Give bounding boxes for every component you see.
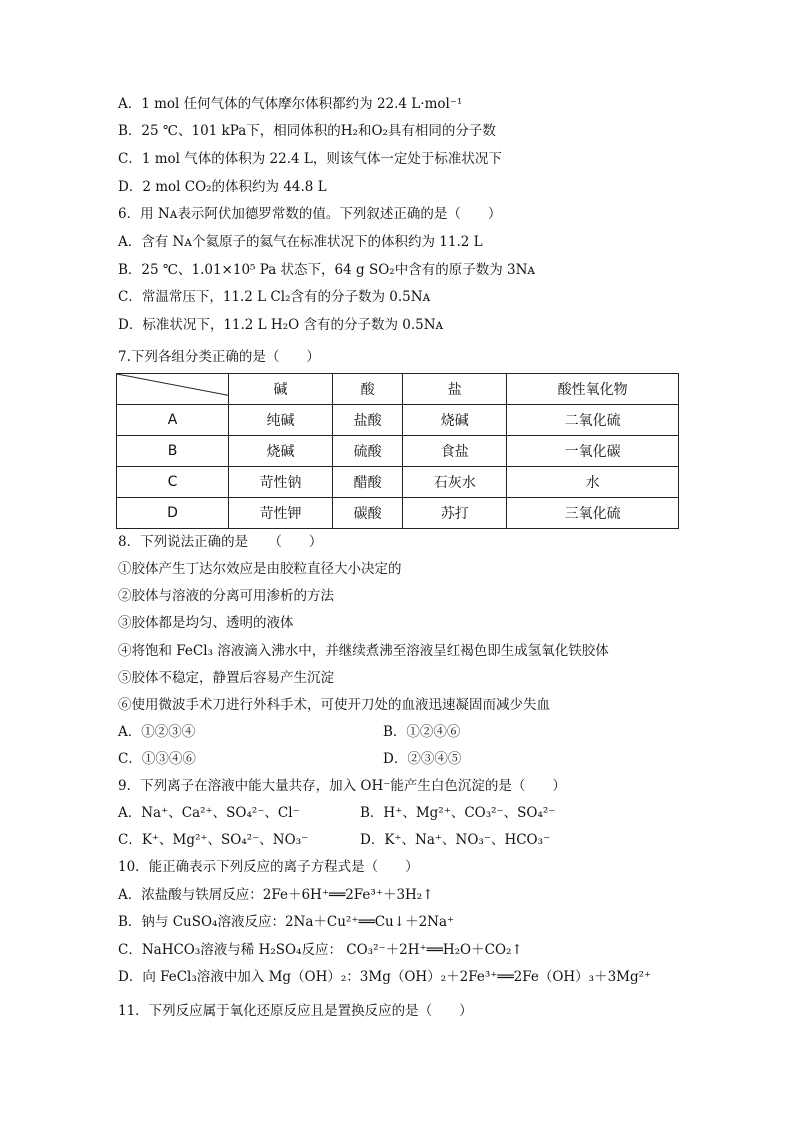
table-cell: 石灰水 — [403, 467, 507, 498]
q8-option-b: B．①②④⑥ — [383, 724, 461, 740]
q5-option-c: C．1 mol 气体的体积为 22.4 L，则该气体一定处于标准状况下 — [118, 151, 502, 167]
q6-stem: 6．用 Nᴀ表示阿伏加德罗常数的值。下列叙述正确的是（ ） — [118, 206, 502, 222]
header-base: 碱 — [229, 374, 333, 405]
row-label: C — [117, 467, 229, 498]
q8-statement-6: ⑥使用微波手术刀进行外科手术，可使开刀处的血液迅速凝固而减少失血 — [118, 697, 550, 713]
table-cell: 醋酸 — [333, 467, 403, 498]
q8-option-c: C．①③④⑥ — [118, 751, 196, 767]
table-cell: 二氧化硫 — [507, 405, 679, 436]
q8-stem: 8．下列说法正确的是 （ ） — [118, 534, 323, 550]
row-label: B — [117, 436, 229, 467]
q10-option-a: A．浓盐酸与铁屑反应：2Fe＋6H⁺══2Fe³⁺＋3H₂↑ — [118, 887, 434, 903]
q8-option-d: D．②③④⑤ — [383, 751, 462, 767]
q10-option-d: D．向 FeCl₃溶液中加入 Mg（OH）₂：3Mg（OH）₂＋2Fe³⁺══2Fe（OH）₃＋3Mg²⁺ — [118, 969, 652, 985]
diagonal-header-cell — [117, 374, 229, 405]
q6-option-c: C．常温常压下，11.2 L Cl₂含有的分子数为 0.5Nᴀ — [118, 289, 431, 305]
q8-statement-1: ①胶体产生丁达尔效应是由胶粒直径大小决定的 — [118, 561, 402, 577]
q11-stem: 11．下列反应属于氧化还原反应且是置换反应的是（ ） — [118, 1003, 473, 1019]
table-row — [117, 436, 679, 467]
q9-option-d: D．K⁺、Na⁺、NO₃⁻、HCO₃⁻ — [360, 832, 551, 848]
q6-option-d: D．标准状况下，11.2 L H₂O 含有的分子数为 0.5Nᴀ — [118, 317, 444, 333]
q6-option-b: B．25 ℃、1.01×10⁵ Pa 状态下，64 g SO₂中含有的原子数为 3Nᴀ — [118, 262, 536, 278]
table-cell: 三氧化硫 — [507, 498, 679, 529]
header-salt: 盐 — [403, 374, 507, 405]
table-cell: 水 — [507, 467, 679, 498]
table-cell: 食盐 — [403, 436, 507, 467]
row-label: A — [117, 405, 229, 436]
q9-option-a: A．Na⁺、Ca²⁺、SO₄²⁻、Cl⁻ — [118, 805, 300, 821]
table-row — [117, 467, 679, 498]
table-cell: 硫酸 — [333, 436, 403, 467]
table-cell: 苏打 — [403, 498, 507, 529]
q8-statement-4: ④将饱和 FeCl₃ 溶液滴入沸水中，并继续煮沸至溶液呈红褐色即生成氢氧化铁胶体 — [118, 643, 609, 659]
row-label: D — [117, 498, 229, 529]
table-cell: 碳酸 — [333, 498, 403, 529]
q5-option-a: A．1 mol 任何气体的气体摩尔体积都约为 22.4 L·mol⁻¹ — [118, 96, 463, 112]
table-header-row — [117, 374, 679, 405]
q9-option-c: C．K⁺、Mg²⁺、SO₄²⁻、NO₃⁻ — [118, 832, 309, 848]
table-cell: 烧碱 — [403, 405, 507, 436]
q10-option-b: B．钠与 CuSO₄溶液反应：2Na＋Cu²⁺══Cu↓＋2Na⁺ — [118, 914, 455, 930]
table-row — [117, 405, 679, 436]
header-acid: 酸 — [333, 374, 403, 405]
table-cell: 烧碱 — [229, 436, 333, 467]
table-row — [117, 498, 679, 529]
classification-table — [116, 373, 679, 529]
q5-option-b: B．25 ℃、101 kPa下，相同体积的H₂和O₂具有相同的分子数 — [118, 123, 496, 139]
q8-statement-2: ②胶体与溶液的分离可用渗析的方法 — [118, 588, 334, 604]
q8-statement-3: ③胶体都是均匀、透明的液体 — [118, 615, 294, 631]
table-cell: 苛性钾 — [229, 498, 333, 529]
table-cell: 一氧化碳 — [507, 436, 679, 467]
header-acidic-oxide: 酸性氧化物 — [507, 374, 679, 405]
table-cell: 纯碱 — [229, 405, 333, 436]
q5-option-d: D．2 mol CO₂的体积约为 44.8 L — [118, 179, 327, 195]
diagonal-line — [117, 374, 228, 404]
q7-stem: 7.下列各组分类正确的是（ ） — [118, 349, 320, 365]
q8-statement-5: ⑤胶体不稳定，静置后容易产生沉淀 — [118, 670, 334, 686]
q8-option-a: A．①②③④ — [118, 724, 196, 740]
q9-stem: 9．下列离子在溶液中能大量共存，加入 OH⁻能产生白色沉淀的是（ ） — [118, 778, 566, 794]
q10-stem: 10．能正确表示下列反应的离子方程式是（ ） — [118, 859, 419, 875]
table-cell: 盐酸 — [333, 405, 403, 436]
q10-option-c: C．NaHCO₃溶液与稀 H₂SO₄反应： CO₃²⁻＋2H⁺══H₂O＋CO₂↑ — [118, 942, 523, 958]
q9-option-b: B．H⁺、Mg²⁺、CO₃²⁻、SO₄²⁻ — [360, 805, 556, 821]
q6-option-a: A．含有 Nᴀ个氦原子的氦气在标准状况下的体积约为 11.2 L — [118, 234, 483, 250]
table-cell: 苛性钠 — [229, 467, 333, 498]
